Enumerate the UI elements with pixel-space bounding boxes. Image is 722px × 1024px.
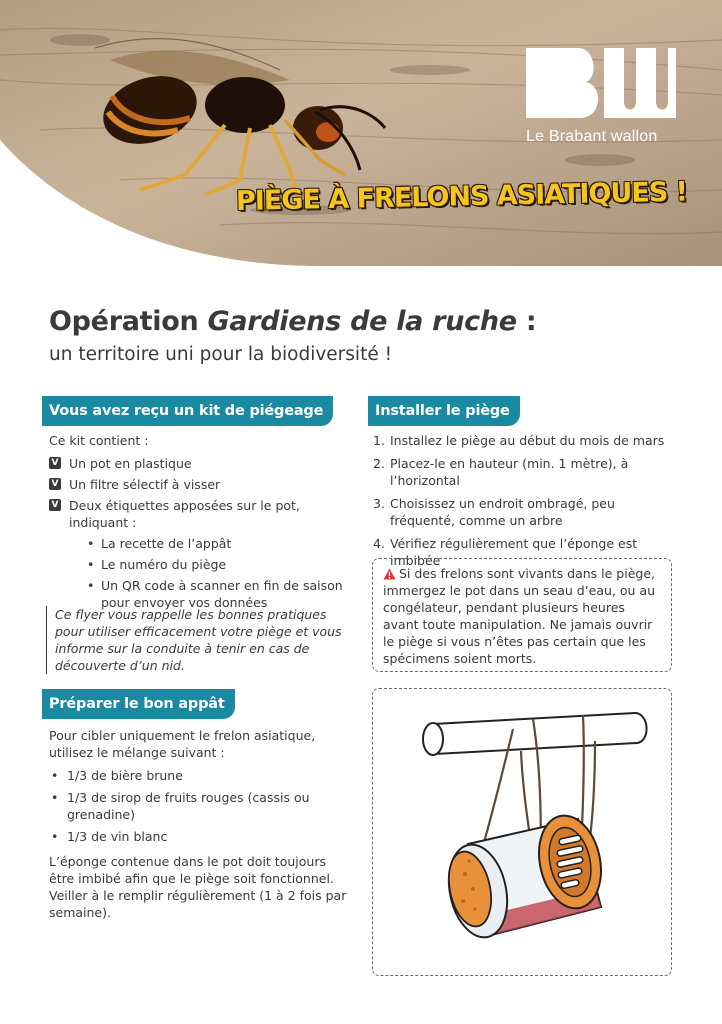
title-prefix: Opération: [49, 306, 199, 337]
label-contents-list: [69, 535, 349, 611]
section-install-heading: Installer le piège: [368, 396, 520, 426]
flyer-note: [46, 606, 355, 674]
list-item: [49, 476, 349, 493]
list-item: • La recette de l’appât: [85, 535, 349, 552]
step-text: Choisissez un endroit ombragé, peu fréquenté, comme un arbre: [390, 496, 615, 528]
list-item: [49, 455, 349, 472]
bait-section: [49, 727, 351, 921]
bait-footer: L’éponge contenue dans le pot doit toujours être imbibé afin que le piège soit fonctionnel. Veiller à le remplir régulièrement (1 à 2 fois par semaine).: [49, 854, 347, 920]
step-number: 3.: [373, 496, 385, 511]
warning-box: [372, 558, 672, 672]
install-section: [373, 432, 673, 575]
list-item-text: Un filtre sélectif à visser: [69, 477, 221, 492]
kit-intro: Ce kit contient :: [49, 433, 149, 448]
title-suffix: :: [516, 306, 537, 337]
install-steps: [373, 432, 673, 569]
section-bait-heading: Préparer le bon appât: [42, 689, 235, 719]
step-text: Installez le piège au début du mois de mars: [390, 433, 665, 448]
list-item: [373, 455, 673, 489]
brabant-wallon-logo: [518, 42, 678, 124]
section-kit-heading: Vous avez reçu un kit de piégeage: [42, 396, 333, 426]
kit-list: [49, 455, 349, 611]
check-icon: V: [49, 457, 61, 469]
bait-list: [49, 767, 351, 845]
list-item: • Un QR code à scanner en fin de saison pour envoyer vos données: [85, 577, 349, 611]
trap-illustration-box: [372, 688, 672, 976]
check-icon: V: [49, 499, 61, 511]
step-number: 1.: [373, 433, 385, 448]
header-banner: [0, 0, 722, 268]
list-item: [373, 432, 673, 449]
list-item: • 1/3 de bière brune: [49, 767, 351, 784]
warning-paragraph: [383, 565, 663, 667]
flyer-note-text: Ce flyer vous rappelle les bonnes pratiques pour utiliser efficacement votre piège et vous informe sur la conduite à tenir en cas de découverte d’un nid.: [55, 607, 342, 673]
list-item: [49, 497, 349, 611]
warning-text: Si des frelons sont vivants dans le piège, immergez le pot dans un seau d’eau, ou au congélateur, pendant plusieurs heures avant toute manipulation. Ne jamais ouvrir le piège si vous n’êtes pas certain que les spécimens soient morts.: [383, 566, 656, 666]
list-item-text: Un pot en plastique: [69, 456, 192, 471]
list-item: • 1/3 de vin blanc: [49, 828, 351, 845]
page-subtitle: un territoire uni pour la biodiversité !: [49, 344, 392, 365]
warning-icon: [383, 568, 396, 580]
page-title: [49, 306, 536, 337]
step-number: 2.: [373, 456, 385, 471]
step-text: Vérifiez régulièrement que l’éponge est imbibée: [390, 536, 638, 568]
logo-text: Le Brabant wallon: [526, 128, 658, 145]
list-item: • 1/3 de sirop de fruits rouges (cassis ou grenadine): [49, 789, 351, 823]
kit-section: [49, 432, 349, 615]
list-item-text: Deux étiquettes apposées sur le pot, indiquant :: [69, 498, 300, 530]
check-icon: V: [49, 478, 61, 490]
step-text: Placez-le en hauteur (min. 1 mètre), à l’horizontal: [390, 456, 629, 488]
list-item: • Le numéro du piège: [85, 556, 349, 573]
title-italic: Gardiens de la ruche: [207, 306, 517, 337]
banner-title: PIÈGE À FRELONS ASIATIQUES !: [235, 176, 688, 217]
trap-illustration: [373, 689, 672, 976]
bait-intro: Pour cibler uniquement le frelon asiatique, utilisez le mélange suivant :: [49, 728, 316, 760]
list-item: [373, 495, 673, 529]
step-number: 4.: [373, 536, 385, 551]
